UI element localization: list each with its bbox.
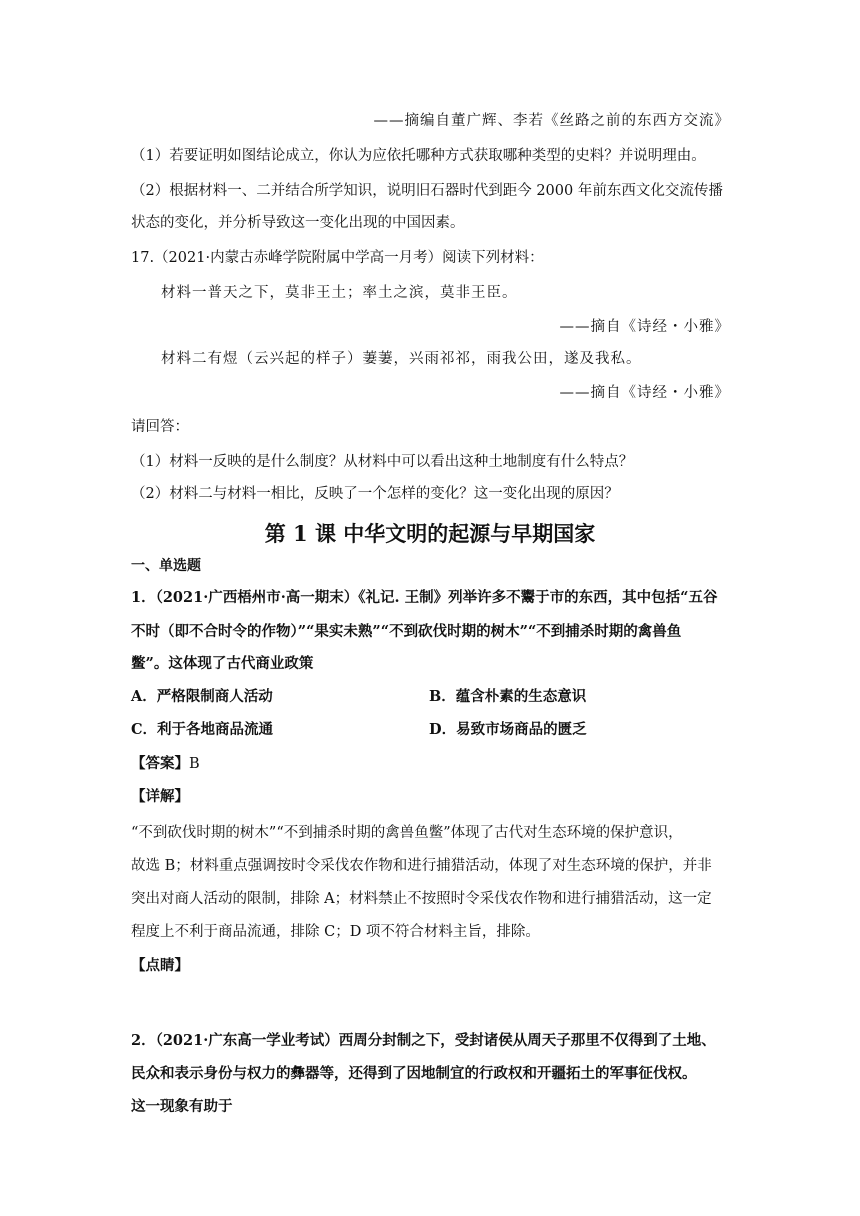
- source-citation: ——摘编自董广辉、李若《丝路之前的东西方交流》: [373, 113, 730, 129]
- material-1: 材料一普天之下，莫非王土；率土之滨，莫非王臣。: [161, 285, 518, 301]
- material-1-source: ——摘自《诗经・小雅》: [559, 319, 730, 335]
- question-part-1: （1）若要证明如图结论成立，你认为应依托哪种方式获取哪种类型的史料？并说明理由。: [131, 148, 706, 164]
- option-d: D．易致市场商品的匮乏: [429, 721, 587, 738]
- question-1-line3: 鳖”。这体现了古代商业政策: [131, 655, 314, 672]
- question-1-line1: 1．（2021·广西梧州市·高一期末）《礼记. 王制》列举许多不鬻于市的东西，其中包括“五谷: [131, 589, 718, 606]
- question-2-line3: 这一现象有助于: [131, 1098, 233, 1115]
- detail-line2: 故选 B；材料重点强调按时令采伐农作物和进行捕猎活动，体现了对生态环境的保护，并非: [131, 858, 712, 874]
- question-part-2-line2: 状态的变化，并分析导致这一变化出现的中国因素。: [131, 215, 465, 231]
- answer-label: 【答案】: [131, 755, 189, 772]
- sub-question-1: （1）材料一反映的是什么制度？从材料中可以看出这种土地制度有什么特点？: [131, 454, 634, 470]
- option-b: B．蕴含朴素的生态意识: [429, 688, 587, 705]
- answer-value: B: [189, 756, 200, 772]
- detail-line3: 突出对商人活动的限制，排除 A；材料禁止不按照时令采伐农作物和进行捕猎活动，这一定: [131, 891, 712, 907]
- question-1-line2: 不时（即不合时令的作物）”“果实未熟”“不到砍伐时期的树木”“不到捕杀时期的禽兽鱼: [131, 623, 682, 640]
- question-2-line1: 2．（2021·广东高一学业考试）西周分封制之下，受封诸侯从周天子那里不仅得到了土地、: [131, 1032, 716, 1049]
- detail-line4: 程度上不利于商品流通，排除 C；D 项不符合材料主旨，排除。: [131, 924, 540, 940]
- note-label: 【点睛】: [131, 957, 189, 974]
- material-2: 材料二有煜（云兴起的样子）萋萋，兴雨祁祁，雨我公田，遂及我私。: [161, 351, 642, 367]
- material-2-source: ——摘自《诗经・小雅》: [559, 385, 730, 401]
- section-heading: 一、单选题: [131, 558, 201, 574]
- question-part-2-line1: （2）根据材料一、二并结合所学知识，说明旧石器时代到距今 2000 年前东西文化交流传播: [131, 183, 723, 199]
- question-17-header: 17.（2021·内蒙古赤峰学院附属中学高一月考）阅读下列材料：: [131, 250, 544, 266]
- option-a: A．严格限制商人活动: [131, 688, 273, 705]
- answer-prompt: 请回答：: [131, 419, 189, 435]
- detail-label: 【详解】: [131, 788, 189, 805]
- question-2-line2: 民众和表示身份与权力的彝器等，还得到了因地制宜的行政权和开疆拓土的军事征伐权。: [131, 1065, 697, 1082]
- lesson-title: 第 1 课 中华文明的起源与早期国家: [264, 521, 596, 546]
- sub-question-2: （2）材料二与材料一相比，反映了一个怎样的变化？这一变化出现的原因？: [131, 486, 619, 502]
- option-c: C．利于各地商品流通: [131, 721, 274, 738]
- detail-line1: “不到砍伐时期的树木”“不到捕杀时期的禽兽鱼鳖”体现了古代对生态环境的保护意识，: [131, 825, 683, 841]
- answer-line: [131, 753, 200, 775]
